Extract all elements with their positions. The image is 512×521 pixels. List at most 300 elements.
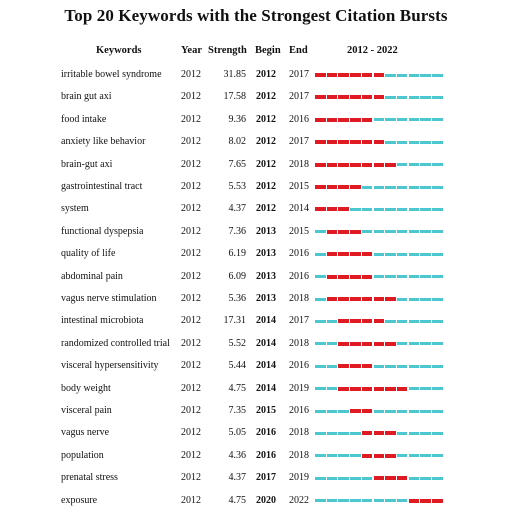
baseline-segment <box>397 499 408 502</box>
year-cell: 2012 <box>181 293 201 304</box>
baseline-segment <box>315 230 326 233</box>
table-row <box>0 225 512 247</box>
baseline-segment <box>409 141 420 144</box>
strength-cell: 8.02 <box>228 136 246 148</box>
burst-segment <box>374 319 385 323</box>
header-strength: Strength <box>208 45 247 56</box>
keyword-cell: anxiety like behavior <box>61 136 146 148</box>
table-row <box>0 471 512 493</box>
burst-segment <box>362 297 373 301</box>
burst-segment <box>315 163 326 167</box>
year-cell: 2012 <box>181 337 201 349</box>
baseline-segment <box>374 118 385 121</box>
baseline-segment <box>409 298 420 301</box>
chart-title: Top 20 Keywords with the Strongest Citation Bursts <box>64 6 448 25</box>
keyword-cell: brain gut axi <box>61 91 112 103</box>
table-row <box>0 247 512 269</box>
end-cell: 2016 <box>289 248 309 260</box>
baseline-segment <box>397 96 408 99</box>
baseline-segment <box>409 342 420 345</box>
baseline-segment <box>385 499 396 502</box>
burst-segment <box>362 342 373 346</box>
baseline-segment <box>374 410 385 413</box>
burst-segment <box>350 95 361 99</box>
strength-cell: 6.09 <box>228 270 246 282</box>
table-row <box>0 180 512 202</box>
baseline-segment <box>432 141 443 144</box>
table-row <box>0 494 512 516</box>
baseline-segment <box>420 208 431 211</box>
baseline-segment <box>409 387 420 390</box>
baseline-segment <box>397 118 408 121</box>
year-cell: 2012 <box>181 449 201 461</box>
table-row <box>0 449 512 471</box>
begin-cell: 2012 <box>256 203 276 215</box>
burst-segment <box>315 73 326 77</box>
baseline-segment <box>385 365 396 368</box>
baseline-segment <box>397 230 408 233</box>
year-cell: 2012 <box>181 405 201 416</box>
baseline-segment <box>385 230 396 233</box>
strength-cell: 5.52 <box>228 337 246 349</box>
header-year: Year <box>181 45 202 56</box>
burst-segment <box>338 118 349 122</box>
baseline-segment <box>397 342 408 345</box>
burst-segment <box>362 319 373 323</box>
baseline-segment <box>420 410 431 413</box>
burst-segment <box>338 275 349 279</box>
burst-segment <box>374 431 385 435</box>
begin-cell: 2016 <box>256 427 276 439</box>
baseline-segment <box>397 432 408 435</box>
burst-segment <box>350 342 361 346</box>
baseline-segment <box>409 208 420 211</box>
burst-segment <box>350 230 361 234</box>
burst-segment <box>385 163 396 167</box>
begin-cell: 2014 <box>256 337 276 349</box>
burst-segment <box>327 252 338 256</box>
year-cell: 2012 <box>181 360 201 372</box>
keyword-cell: visceral hypersensitivity <box>61 360 159 372</box>
end-cell: 2022 <box>289 494 309 506</box>
baseline-segment <box>350 432 361 435</box>
burst-segment <box>409 499 420 503</box>
baseline-segment <box>315 320 326 323</box>
baseline-segment <box>374 253 385 256</box>
baseline-segment <box>338 410 349 413</box>
baseline-segment <box>397 320 408 323</box>
baseline-segment <box>374 365 385 368</box>
header-begin: Begin <box>255 45 281 56</box>
burst-segment <box>362 275 373 279</box>
burst-segment <box>374 387 385 391</box>
baseline-segment <box>409 365 420 368</box>
baseline-segment <box>397 298 408 301</box>
burst-segment <box>338 207 349 211</box>
begin-cell: 2012 <box>256 181 276 192</box>
keyword-cell: intestinal microbiota <box>61 315 144 327</box>
baseline-segment <box>327 477 338 480</box>
year-cell: 2012 <box>181 158 201 170</box>
baseline-segment <box>420 141 431 144</box>
baseline-segment <box>385 208 396 211</box>
end-cell: 2016 <box>289 113 309 125</box>
baseline-segment <box>432 387 443 390</box>
table-row <box>0 158 512 180</box>
burst-segment <box>338 252 349 256</box>
keyword-cell: brain-gut axi <box>61 158 113 170</box>
baseline-segment <box>432 163 443 166</box>
strength-cell: 4.37 <box>228 203 246 215</box>
strength-cell: 7.35 <box>228 405 246 416</box>
year-cell: 2012 <box>181 494 201 506</box>
burst-segment <box>350 140 361 144</box>
begin-cell: 2013 <box>256 270 276 282</box>
burst-segment <box>338 163 349 167</box>
keyword-cell: quality of life <box>61 248 116 260</box>
burst-segment <box>338 95 349 99</box>
baseline-segment <box>362 186 373 189</box>
baseline-segment <box>420 387 431 390</box>
baseline-segment <box>420 163 431 166</box>
table-row <box>0 404 512 426</box>
baseline-segment <box>315 499 326 502</box>
baseline-segment <box>432 320 443 323</box>
table-row <box>0 359 512 381</box>
baseline-segment <box>315 298 326 301</box>
baseline-segment <box>432 275 443 278</box>
baseline-segment <box>315 454 326 457</box>
baseline-segment <box>397 186 408 189</box>
baseline-segment <box>420 432 431 435</box>
strength-cell: 31.85 <box>223 69 246 80</box>
begin-cell: 2012 <box>256 158 276 170</box>
burst-segment <box>338 73 349 77</box>
baseline-segment <box>327 454 338 457</box>
baseline-segment <box>327 499 338 502</box>
burst-segment <box>374 342 385 346</box>
begin-cell: 2013 <box>256 293 276 304</box>
baseline-segment <box>338 432 349 435</box>
baseline-segment <box>432 477 443 480</box>
burst-segment <box>350 297 361 301</box>
burst-segment <box>338 387 349 391</box>
end-cell: 2018 <box>289 293 309 304</box>
keyword-cell: prenatal stress <box>61 472 118 484</box>
table-row <box>0 337 512 359</box>
year-cell: 2012 <box>181 181 201 192</box>
baseline-segment <box>338 454 349 457</box>
baseline-segment <box>385 141 396 144</box>
year-cell: 2012 <box>181 69 201 80</box>
baseline-segment <box>315 477 326 480</box>
baseline-segment <box>315 253 326 256</box>
burst-segment <box>315 207 326 211</box>
strength-cell: 5.53 <box>228 181 246 192</box>
end-cell: 2018 <box>289 158 309 170</box>
table-row <box>0 135 512 157</box>
baseline-segment <box>420 275 431 278</box>
burst-segment <box>327 140 338 144</box>
end-cell: 2017 <box>289 136 309 148</box>
burst-segment <box>362 118 373 122</box>
burst-segment <box>350 73 361 77</box>
burst-segment <box>327 118 338 122</box>
begin-cell: 2013 <box>256 225 276 237</box>
baseline-segment <box>327 365 338 368</box>
burst-segment <box>374 454 385 458</box>
year-cell: 2012 <box>181 91 201 103</box>
baseline-segment <box>350 208 361 211</box>
baseline-segment <box>374 186 385 189</box>
baseline-segment <box>409 230 420 233</box>
end-cell: 2018 <box>289 427 309 439</box>
strength-cell: 4.36 <box>228 449 246 461</box>
baseline-segment <box>409 74 420 77</box>
baseline-segment <box>397 275 408 278</box>
table-row <box>0 314 512 336</box>
baseline-segment <box>350 477 361 480</box>
year-cell: 2012 <box>181 248 201 260</box>
baseline-segment <box>432 410 443 413</box>
end-cell: 2017 <box>289 315 309 327</box>
burst-segment <box>338 230 349 234</box>
end-cell: 2018 <box>289 337 309 349</box>
burst-segment <box>338 319 349 323</box>
burst-segment <box>338 364 349 368</box>
burst-segment <box>362 163 373 167</box>
burst-segment <box>338 185 349 189</box>
strength-cell: 5.44 <box>228 360 246 372</box>
header-end: End <box>289 45 308 56</box>
burst-segment <box>350 275 361 279</box>
end-cell: 2017 <box>289 69 309 80</box>
burst-segment <box>327 275 338 279</box>
burst-segment <box>350 163 361 167</box>
strength-cell: 7.36 <box>228 225 246 237</box>
strength-cell: 5.05 <box>228 427 246 439</box>
baseline-segment <box>397 253 408 256</box>
baseline-segment <box>409 477 420 480</box>
baseline-segment <box>362 230 373 233</box>
baseline-segment <box>350 499 361 502</box>
keyword-cell: body weight <box>61 382 111 394</box>
table-row <box>0 113 512 135</box>
strength-cell: 9.36 <box>228 113 246 125</box>
baseline-segment <box>315 410 326 413</box>
keyword-cell: functional dyspepsia <box>61 225 144 237</box>
baseline-segment <box>432 454 443 457</box>
table-row <box>0 382 512 404</box>
baseline-segment <box>409 163 420 166</box>
baseline-segment <box>385 74 396 77</box>
baseline-segment <box>409 432 420 435</box>
burst-segment <box>385 431 396 435</box>
baseline-segment <box>327 320 338 323</box>
baseline-segment <box>420 96 431 99</box>
year-cell: 2012 <box>181 270 201 282</box>
burst-segment <box>362 387 373 391</box>
burst-segment <box>385 476 396 480</box>
burst-segment <box>362 409 373 413</box>
burst-segment <box>338 140 349 144</box>
baseline-segment <box>385 118 396 121</box>
keyword-cell: abdominal pain <box>61 270 123 282</box>
keyword-cell: system <box>61 203 89 215</box>
baseline-segment <box>362 208 373 211</box>
keyword-cell: randomized controlled trial <box>61 337 170 349</box>
baseline-segment <box>397 454 408 457</box>
baseline-segment <box>409 275 420 278</box>
burst-segment <box>327 230 338 234</box>
begin-cell: 2013 <box>256 248 276 260</box>
burst-segment <box>327 185 338 189</box>
header-keywords: Keywords <box>96 45 142 56</box>
strength-cell: 4.75 <box>228 382 246 394</box>
baseline-segment <box>315 275 326 278</box>
end-cell: 2018 <box>289 449 309 461</box>
keyword-cell: exposure <box>61 494 98 506</box>
baseline-segment <box>362 477 373 480</box>
baseline-segment <box>327 432 338 435</box>
baseline-segment <box>432 432 443 435</box>
burst-segment <box>350 118 361 122</box>
table-row <box>0 68 512 90</box>
baseline-segment <box>420 118 431 121</box>
year-cell: 2012 <box>181 472 201 484</box>
baseline-segment <box>432 298 443 301</box>
end-cell: 2016 <box>289 405 309 416</box>
end-cell: 2016 <box>289 270 309 282</box>
baseline-segment <box>420 74 431 77</box>
baseline-segment <box>362 499 373 502</box>
burst-segment <box>315 185 326 189</box>
burst-segment <box>362 431 373 435</box>
burst-segment <box>385 297 396 301</box>
baseline-segment <box>432 186 443 189</box>
table-row <box>0 270 512 292</box>
begin-cell: 2012 <box>256 113 276 125</box>
keyword-cell: gastrointestinal tract <box>61 181 143 192</box>
baseline-segment <box>315 342 326 345</box>
baseline-segment <box>374 208 385 211</box>
burst-segment <box>374 476 385 480</box>
keyword-cell: irritable bowel syndrome <box>61 69 162 80</box>
baseline-segment <box>397 365 408 368</box>
baseline-segment <box>397 163 408 166</box>
burst-segment <box>350 364 361 368</box>
burst-segment <box>338 297 349 301</box>
burst-segment <box>374 140 385 144</box>
year-cell: 2012 <box>181 427 201 439</box>
baseline-segment <box>327 342 338 345</box>
baseline-segment <box>397 141 408 144</box>
burst-segment <box>385 342 396 346</box>
year-cell: 2012 <box>181 136 201 148</box>
end-cell: 2017 <box>289 91 309 103</box>
begin-cell: 2017 <box>256 472 276 484</box>
burst-segment <box>362 73 373 77</box>
baseline-segment <box>432 342 443 345</box>
baseline-segment <box>420 298 431 301</box>
header-range: 2012 - 2022 <box>347 45 398 56</box>
baseline-segment <box>397 208 408 211</box>
baseline-segment <box>397 74 408 77</box>
burst-segment <box>362 95 373 99</box>
burst-segment <box>362 454 373 458</box>
begin-cell: 2014 <box>256 315 276 327</box>
baseline-segment <box>397 410 408 413</box>
baseline-segment <box>420 320 431 323</box>
burst-segment <box>327 95 338 99</box>
baseline-segment <box>420 230 431 233</box>
year-cell: 2012 <box>181 315 201 327</box>
baseline-segment <box>374 499 385 502</box>
baseline-segment <box>420 477 431 480</box>
baseline-segment <box>420 365 431 368</box>
year-cell: 2012 <box>181 203 201 215</box>
burst-segment <box>362 252 373 256</box>
keyword-cell: population <box>61 449 104 461</box>
strength-cell: 17.58 <box>223 91 246 103</box>
keyword-cell: vagus nerve <box>61 427 110 439</box>
baseline-segment <box>432 230 443 233</box>
strength-cell: 4.37 <box>228 472 246 484</box>
begin-cell: 2014 <box>256 360 276 372</box>
baseline-segment <box>409 96 420 99</box>
burst-segment <box>362 364 373 368</box>
end-cell: 2019 <box>289 472 309 484</box>
burst-segment <box>315 140 326 144</box>
burst-segment <box>327 163 338 167</box>
baseline-segment <box>409 118 420 121</box>
baseline-segment <box>385 320 396 323</box>
baseline-segment <box>409 320 420 323</box>
table-row <box>0 292 512 314</box>
end-cell: 2015 <box>289 225 309 237</box>
baseline-segment <box>385 186 396 189</box>
keyword-cell: visceral pain <box>61 405 112 416</box>
baseline-segment <box>420 454 431 457</box>
baseline-segment <box>432 74 443 77</box>
baseline-segment <box>409 186 420 189</box>
baseline-segment <box>409 253 420 256</box>
begin-cell: 2015 <box>256 405 276 416</box>
baseline-segment <box>420 342 431 345</box>
burst-segment <box>374 73 385 77</box>
keyword-cell: food intake <box>61 113 107 125</box>
baseline-segment <box>315 365 326 368</box>
strength-cell: 4.75 <box>228 494 246 506</box>
year-cell: 2012 <box>181 382 201 394</box>
begin-cell: 2020 <box>256 494 276 506</box>
burst-segment <box>315 118 326 122</box>
baseline-segment <box>432 365 443 368</box>
burst-segment <box>350 409 361 413</box>
baseline-segment <box>315 387 326 390</box>
burst-segment <box>350 252 361 256</box>
begin-cell: 2012 <box>256 91 276 103</box>
baseline-segment <box>432 208 443 211</box>
baseline-segment <box>385 275 396 278</box>
burst-segment <box>327 73 338 77</box>
table-row <box>0 202 512 224</box>
burst-segment <box>432 499 443 503</box>
baseline-segment <box>432 96 443 99</box>
baseline-segment <box>327 410 338 413</box>
end-cell: 2016 <box>289 360 309 372</box>
burst-segment <box>350 387 361 391</box>
